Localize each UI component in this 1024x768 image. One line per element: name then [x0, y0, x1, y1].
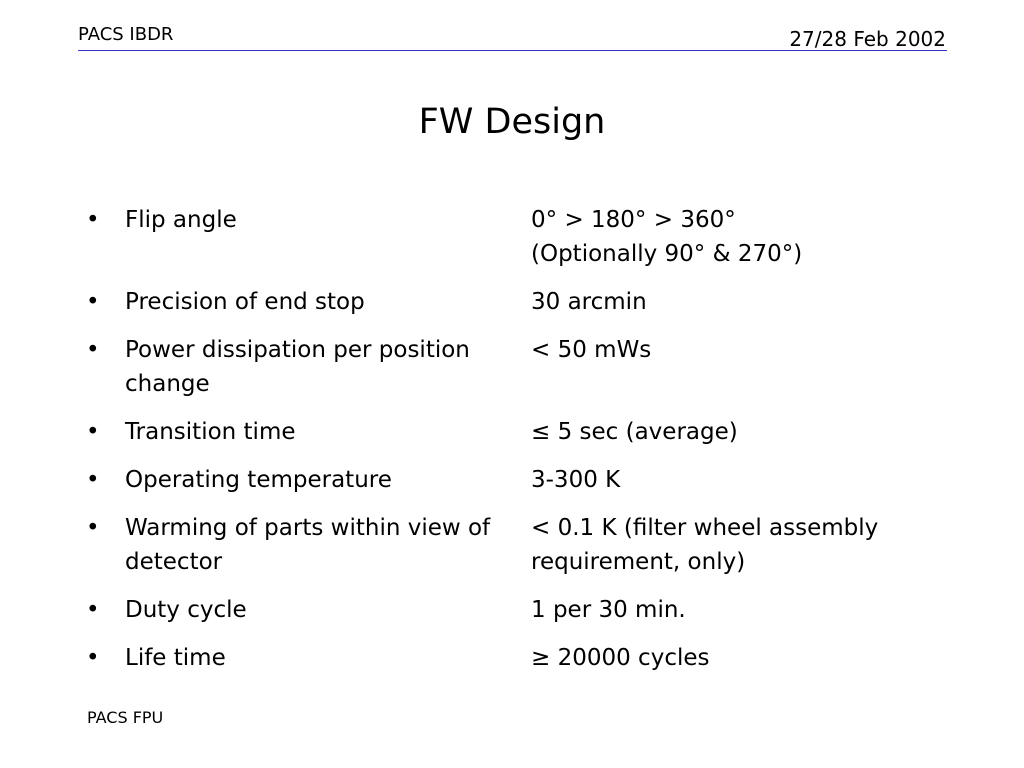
spec-item-life-time: [86, 641, 946, 675]
spec-item-warming: [86, 511, 946, 579]
spec-value: ≤ 5 sec (average): [531, 419, 738, 445]
header-project-name: PACS IBDR: [78, 24, 174, 45]
spec-value-line: 0° > 180° > 360°: [531, 207, 736, 233]
spec-value: 1 per 30 min.: [531, 597, 686, 623]
bullet-icon: •: [86, 515, 100, 541]
spec-item-duty-cycle: [86, 593, 946, 627]
spec-value: ≥ 20000 cycles: [531, 645, 710, 671]
spec-value: 30 arcmin: [531, 289, 647, 315]
spec-item-operating-temperature: [86, 463, 946, 497]
bullet-icon: •: [86, 207, 100, 233]
spec-value: 3-300 K: [531, 467, 621, 493]
spec-value-line: (Optionally 90° & 270°): [531, 241, 803, 267]
spec-item-transition-time: [86, 415, 946, 449]
header-date: 27/28 Feb 2002: [789, 27, 946, 51]
spec-item-power-dissipation: [86, 333, 946, 401]
slide-title: FW Design: [418, 102, 606, 142]
spec-label: Life time: [125, 645, 226, 671]
header-divider: [78, 50, 947, 51]
bullet-icon: •: [86, 597, 100, 623]
footer-label: PACS FPU: [87, 708, 164, 727]
spec-label: Flip angle: [125, 207, 237, 233]
bullet-icon: •: [86, 289, 100, 315]
spec-item-flip-angle: [86, 203, 946, 271]
spec-label: Power dissipation per position change: [125, 337, 470, 397]
spec-item-precision: [86, 285, 946, 319]
bullet-icon: •: [86, 645, 100, 671]
bullet-icon: •: [86, 467, 100, 493]
bullet-icon: •: [86, 337, 100, 363]
spec-value: < 50 mWs: [531, 337, 652, 363]
spec-label: Transition time: [125, 419, 296, 445]
spec-value: [531, 203, 946, 271]
bullet-icon: •: [86, 419, 100, 445]
spec-value: < 0.1 K (filter wheel assembly requirement, only): [531, 515, 879, 575]
spec-label: Precision of end stop: [125, 289, 365, 315]
spec-label: Operating temperature: [125, 467, 392, 493]
spec-label: Duty cycle: [125, 597, 247, 623]
spec-list: [86, 203, 946, 689]
spec-label: Warming of parts within view of detector: [125, 515, 491, 575]
